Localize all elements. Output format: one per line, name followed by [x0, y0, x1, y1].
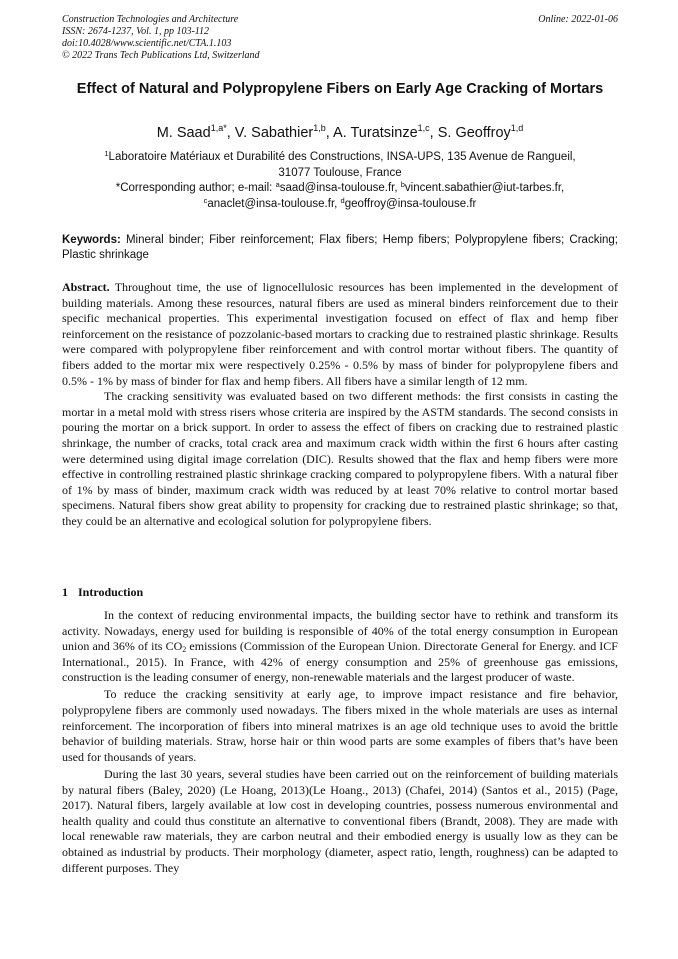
section-title: Introduction — [78, 585, 144, 599]
keywords — [62, 233, 618, 263]
author-affil-sup: 1,d — [510, 123, 524, 133]
issn-line: ISSN: 2674-1237, Vol. 1, pp 103-112 — [62, 26, 210, 37]
author-name: V. Sabathier — [234, 125, 314, 141]
affiliation-block — [62, 150, 618, 212]
introduction-body — [62, 608, 618, 878]
author-name: A. Turatsinze — [333, 125, 418, 141]
author-name: S. Geoffroy — [437, 125, 511, 141]
journal-header — [62, 14, 618, 62]
author-affil-sup: 1,b — [313, 123, 326, 133]
corresponding-author: *Corresponding author; e-mail: $^a$saad@insa-toulouse.fr, $^b$vincent.sabathier@iut-tarbes.fr, — [115, 180, 565, 194]
email-link[interactable]: geoffroy@insa-toulouse.fr — [344, 197, 477, 210]
author-list: M. Saad$^{1,a*}$, V. Sabathier$^{1,b}$, A. Turatsinze$^{1,c}$, S. Geoffroy$^{1,d}$ — [156, 123, 524, 141]
body-paragraph: During the last 30 years, several studies have been carried out on the reinforcement of building materials by natural fibers (Baley, 2020) (Le Hoang, 2013)(Le Hoang., 2013) (Chafei, 2014) (Santos et al., 2015) (Page, 2017). Natural fibers, largely available at low cost in developing countries, possess numerous environmental and health quality and could thus constitute an alternative to conventional fibers (Brandt, 2008). They are made with local renewable raw materials, they are carbon neutral and their embodied energy is usually low as they can be obtained as industrial by products. Their morphology (diameter, aspect ratio, length, roughness) can be adapted to different purposes. They — [62, 766, 618, 875]
doi-line: doi:10.4028/www.scientific.net/CTA.1.103 — [62, 38, 232, 49]
copyright-line: © 2022 Trans Tech Publications Ltd, Switzerland — [62, 50, 260, 61]
keywords-text: Mineral binder; Fiber reinforcement; Flax fibers; Hemp fibers; Polypropylene fibers; Cracking; Plastic shrinkage — [62, 234, 618, 261]
affiliation-line: $^1$Laboratoire Matériaux et Durabilité des Constructions, INSA-UPS, 135 Avenue de Rangueil, — [104, 149, 576, 163]
body-paragraph: In the context of reducing environmental impacts, the building sector have to rethink and transform its activity. Nowadays, energy used for building is responsible of 40% of the total energy consumption in European union and 36% of its $CO_2$ emissions (Commission of the European Union. Directorate General for Energy. and ICF International., 2015). In France, with 42% of energy consumption and 25% of greenhouse gas emissions, construction is the leading consumer of energy, non-renewable materials and the largest producer of waste. — [62, 608, 618, 685]
corresponding-emails: $^c$anaclet@insa-toulouse.fr, $^d$geoffroy@insa-toulouse.fr — [203, 195, 477, 210]
affiliation-line: 31077 Toulouse, France — [278, 166, 402, 179]
paper-title: Effect of Natural and Polypropylene Fibers on Early Age Cracking of Mortars — [76, 81, 604, 97]
abstract — [62, 280, 618, 530]
author-name: M. Saad — [156, 125, 211, 141]
journal-name: Construction Technologies and Architecture — [62, 14, 239, 25]
author-affil-sup: 1,c — [417, 123, 430, 133]
section-heading — [62, 585, 143, 600]
abstract-label: Abstract. — [62, 280, 110, 294]
section-number: 1 — [62, 585, 68, 599]
email-link[interactable]: anaclet@insa-toulouse.fr, — [207, 197, 341, 210]
abstract-paragraph: The cracking sensitivity was evaluated based on two different methods: the first consists in casting the mortar in a metal mold with stress risers whose criteria are inspired by the ASTM standards. The second consists in pouring the mortar on a brick support. In order to assess the effect of fibers on cracking due to restrained plastic shrinkage, the number of cracks, total crack area and maximum crack width within the first 6 hours after casting were determined using digital image correlation (DIC). Results showed that the flax and hemp fibers were more effective in controlling restrained plastic shrinkage cracking compared to polypropylene fibers. With a natural fiber of 1% by mass of binder, maximum crack width was reduced by at least 70% relative to control mortar based specimens. Natural fibers show great ability to propensity for cracking due to restrained plastic shrinkage; so that, they could be an alternative and ecological solution for polypropylene fibers. — [62, 389, 618, 528]
author-affil-sup: 1,a* — [210, 123, 227, 133]
body-paragraph: To reduce the cracking sensitivity at early age, to improve impact resistance and fire behavior, polypropylene fibers are commonly used nowadays. The fibers mixed in the whole materials are uses as internal reinforcement. The incorporation of fibers into mineral matrixes is an age old technique uses to avoid the brittle behavior of building materials. Straw, horse hair or thin wood parts are some examples of fibers that’s have been used for thousands of years. — [62, 687, 618, 764]
affiliation-sup: 1 — [104, 149, 109, 158]
abstract-paragraph: Abstract. Throughout time, the use of lignocellulosic resources has been implemented in the development of building materials. Among these resources, natural fibers are used as mineral binders reinforcement due to their specific mechanical properties. This experimental investigation focused on effect of flax and hemp fiber reinforcement on the resistance of pozzolanic-based mortars to cracking due to restrained plastic shrinkage. Results were compared with polypropylene fiber reinforcement and with control mortar without fibers. The quantity of fibers added to the mortar mix were respectively 0.25% - 0.5% by mass of binder for polypropylene fibers and 0.5% - 1% by mass of binder for flax and hemp fibers. All fibers have a similar length of 12 mm. — [62, 280, 618, 388]
email-link[interactable]: saad@insa-toulouse.fr, — [279, 182, 401, 194]
keywords-label: Keywords: — [62, 234, 121, 246]
email-link[interactable]: vincent.sabathier@iut-tarbes.fr, — [404, 182, 565, 194]
online-date: Online: 2022-01-06 — [538, 14, 618, 25]
